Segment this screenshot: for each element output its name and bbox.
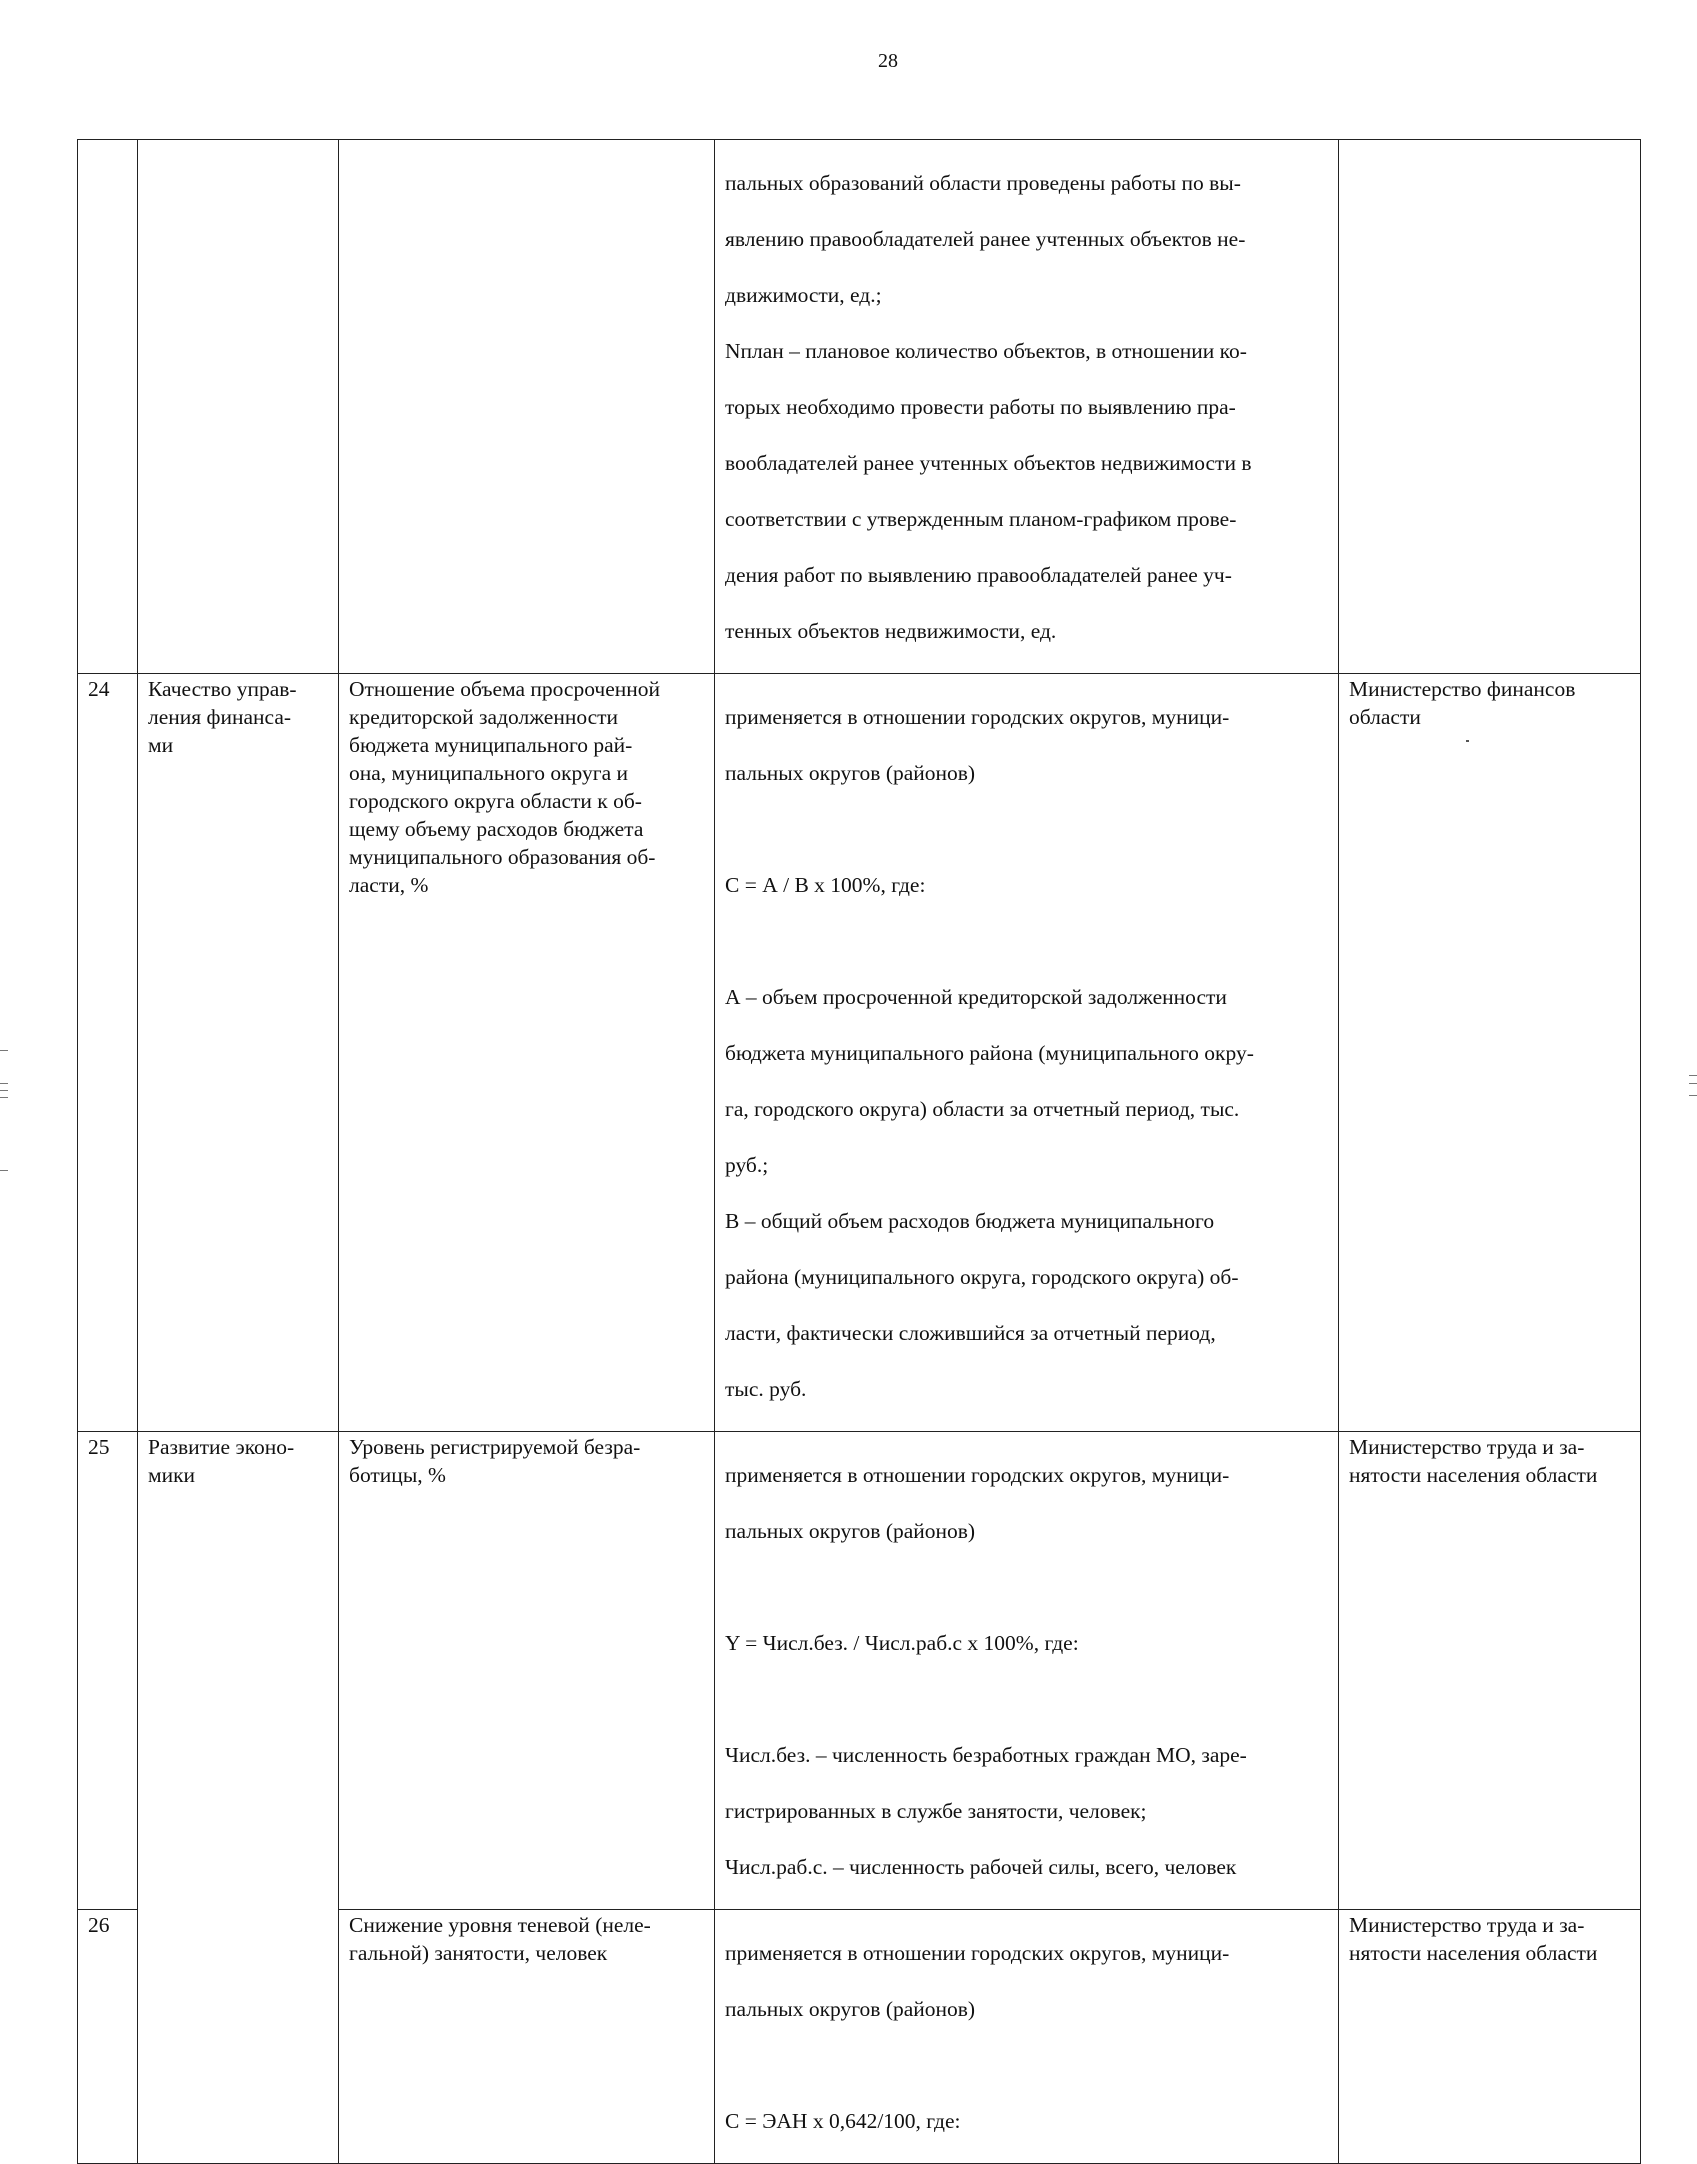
method-line: тыс. руб. bbox=[725, 1377, 807, 1401]
indicator-cell bbox=[339, 140, 715, 674]
row-number bbox=[78, 140, 138, 674]
method-cell bbox=[715, 674, 1339, 1432]
method-line: дения работ по выявлению правообладателей ранее уч- bbox=[725, 563, 1232, 587]
page-number: 28 bbox=[878, 50, 898, 72]
method-line: руб.; bbox=[725, 1153, 769, 1177]
scan-dot bbox=[1466, 740, 1469, 742]
method-line: А – объем просроченной кредиторской задолженности bbox=[725, 985, 1227, 1009]
method-line: ласти, фактически сложившийся за отчетный период, bbox=[725, 1321, 1216, 1345]
method-line: движимости, ед.; bbox=[725, 283, 882, 307]
table-row bbox=[78, 1432, 1641, 1910]
table-row bbox=[78, 674, 1641, 1432]
method-line: В – общий объем расходов бюджета муниципального bbox=[725, 1209, 1215, 1233]
formula: С = А / В х 100%, где: bbox=[725, 873, 926, 897]
row-number: 24 bbox=[78, 674, 138, 1432]
margin-mark bbox=[0, 1050, 8, 1051]
indicator-cell: Отношение объема просроченной кредиторской задолженности бюджета муниципального рай- она, муниципального округа и городского округа области к об- щему объему расходов бюджета муниципального образования об- ласти, % bbox=[339, 674, 715, 1432]
method-line: применяется в отношении городских округов, муници- bbox=[725, 1463, 1230, 1487]
indicator-cell: Снижение уровня теневой (неле- гальной) занятости, человек bbox=[339, 1910, 715, 2164]
method-line: Числ.без. – численность безработных граждан МО, заре- bbox=[725, 1743, 1247, 1767]
table-row bbox=[78, 140, 1641, 674]
margin-mark bbox=[1689, 1095, 1697, 1096]
method-line: Числ.раб.с. – численность рабочей силы, всего, человек bbox=[725, 1855, 1237, 1879]
responsible-cell bbox=[1339, 140, 1641, 674]
margin-mark bbox=[1689, 1083, 1697, 1084]
method-line: пальных округов (районов) bbox=[725, 1519, 976, 1543]
method-spacer bbox=[725, 1573, 1328, 1601]
row-number: 25 bbox=[78, 1432, 138, 1910]
responsible-cell: Министерство труда и за- нятости населения области bbox=[1339, 1432, 1641, 1910]
margin-mark bbox=[1689, 1075, 1697, 1076]
margin-mark bbox=[0, 1090, 8, 1091]
category-cell: Развитие эконо- мики bbox=[138, 1432, 339, 2164]
formula: С = ЭАН х 0,642/100, где: bbox=[725, 2109, 961, 2133]
method-spacer bbox=[725, 1685, 1328, 1713]
method-line: вообладателей ранее учтенных объектов недвижимости в bbox=[725, 451, 1252, 475]
category-cell: Качество управ- ления финанса- ми bbox=[138, 674, 339, 1432]
indicator-cell: Уровень регистрируемой безра- ботицы, % bbox=[339, 1432, 715, 1910]
margin-mark bbox=[0, 1083, 8, 1084]
indicators-table bbox=[77, 139, 1641, 2164]
method-line: торых необходимо провести работы по выявлению пра- bbox=[725, 395, 1236, 419]
method-line: явлению правообладателей ранее учтенных объектов не- bbox=[725, 227, 1246, 251]
method-cell bbox=[715, 1432, 1339, 1910]
method-cell bbox=[715, 1910, 1339, 2164]
responsible-cell: Министерство финансов области bbox=[1339, 674, 1641, 1432]
method-line: гистрированных в службе занятости, человек; bbox=[725, 1799, 1147, 1823]
method-spacer bbox=[725, 927, 1328, 955]
margin-mark bbox=[0, 1170, 8, 1171]
formula: Y = Числ.без. / Числ.раб.с х 100%, где: bbox=[725, 1631, 1079, 1655]
row-number: 26 bbox=[78, 1910, 138, 2164]
method-line: применяется в отношении городских округов, муници- bbox=[725, 705, 1230, 729]
category-cell bbox=[138, 140, 339, 674]
method-line: применяется в отношении городских округов, муници- bbox=[725, 1941, 1230, 1965]
method-cell bbox=[715, 140, 1339, 674]
method-line: Nплан – плановое количество объектов, в отношении ко- bbox=[725, 339, 1247, 363]
margin-mark bbox=[0, 1097, 8, 1098]
method-line: пальных образований области проведены работы по вы- bbox=[725, 171, 1241, 195]
method-spacer bbox=[725, 2051, 1328, 2079]
method-line: соответствии с утвержденным планом-графиком прове- bbox=[725, 507, 1237, 531]
method-line: бюджета муниципального района (муниципального окру- bbox=[725, 1041, 1254, 1065]
method-line: тенных объектов недвижимости, ед. bbox=[725, 619, 1057, 643]
method-line: пальных округов (районов) bbox=[725, 1997, 976, 2021]
method-line: района (муниципального округа, городского округа) об- bbox=[725, 1265, 1239, 1289]
method-line: га, городского округа) области за отчетный период, тыс. bbox=[725, 1097, 1240, 1121]
responsible-cell: Министерство труда и за- нятости населения области bbox=[1339, 1910, 1641, 2164]
method-spacer bbox=[725, 815, 1328, 843]
method-line: пальных округов (районов) bbox=[725, 761, 976, 785]
